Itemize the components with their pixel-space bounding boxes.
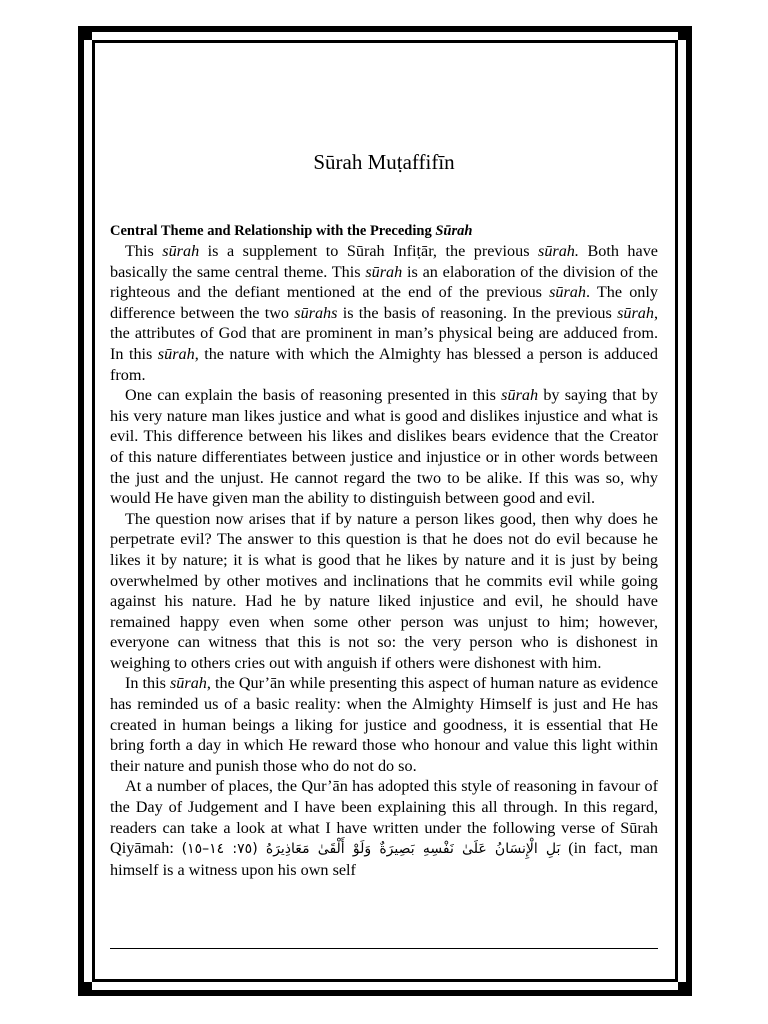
italic-term: sūrah. — [538, 242, 579, 260]
italic-term: sūrah — [162, 242, 200, 260]
italic-term: sūrah — [549, 283, 586, 302]
italic-term: sūrah — [365, 262, 403, 281]
text-run: , the Qur’ān while presenting this aspect of human nature as evidence has reminded us of a basic reality: when the Almighty Himself is just and He has created in human beings a liking for justice and goodness, it is essential that He bring forth a day in which He reward those who honour and value this light within their nature and punish those who do not do so. — [110, 674, 659, 775]
border-corner-top-right — [678, 26, 692, 40]
paragraph-2 — [110, 385, 658, 509]
text-run: . The only difference between the two — [110, 283, 658, 322]
body-text — [110, 241, 658, 880]
text-run: (in fact, man himself is a witness upon his own self — [110, 839, 659, 879]
paragraph-3 — [110, 509, 658, 674]
text-run: This — [125, 242, 163, 260]
border-corner-bottom-left — [78, 982, 92, 996]
text-run: One can explain the basis of reasoning presented in this — [125, 386, 502, 405]
italic-term: sūrah — [170, 674, 207, 693]
text-run: by saying that by his very nature man likes justice and what is good and dislikes injustice and what is evil. This difference between his likes and dislikes bears evidence that the Creator of this nature differentiates between justice and injustice or in other words between the just and the unjust. He cannot regard the two to be alike. If this was so, why would He have given man the ability to distinguish between good and evil. — [110, 386, 658, 508]
text-run: In this — [125, 674, 170, 693]
text-run: Both have basically the same central theme. This — [110, 242, 658, 281]
text-run: , the nature with which the Almighty has blessed a person is adduced from. — [110, 344, 659, 384]
text-run: is an elaboration of the division of the righteous and the defiant mentioned at the end of the previous — [110, 262, 658, 302]
section-heading — [110, 221, 658, 241]
paragraph-4 — [110, 673, 658, 776]
text-run: is a supplement to Sūrah Infiṭār, the previous — [199, 242, 539, 260]
border-corner-bottom-right — [678, 982, 692, 996]
paragraph-5 — [110, 776, 658, 880]
text-run: At a number of places, the Qur’ān has adopted this style of reasoning in favour of the Day of Judgement and I have been explaining this all through. In this regard, readers can take a look at what I have written under the following verse of Sūrah Qiyāmah: — [110, 777, 658, 858]
italic-term: sūrah — [617, 303, 654, 322]
text-run: The question now arises that if by nature a person likes good, then why does he perpetrate evil? The answer to this question is that he does not do evil because he likes it by nature; it is what is good that he likes by nature and it is just by being overwhelmed by other motives and inclinations that he commits evil while going against his nature. Had he by nature liked injustice and evil, he should have remained happy even when some other person was unjust to him; however, everyone can witness that this is not so: the very person who is dishonest in weighing to others cries out with anguish if others were dishonest with him. — [110, 509, 658, 672]
section-heading-text: Central Theme and Relationship with the Preceding — [110, 223, 436, 239]
text-run: is the basis of reasoning. In the previous — [337, 303, 618, 322]
text-run: , the attributes of God that are prominent in man’s physical being are adduced from. In this — [110, 303, 658, 363]
bottom-rule — [110, 948, 658, 949]
paragraph-1 — [110, 241, 658, 385]
page-content — [110, 150, 658, 880]
arabic-verse: بَلِ الْإِنسَانُ عَلَىٰ نَفْسِهِ بَصِيرَةٌ وَلَوْ أَلْقَىٰ مَعَاذِيرَهُ (٧٥: ١٤–١٥) — [181, 841, 561, 858]
border-corner-top-left — [78, 26, 92, 40]
section-heading-emphasis: Sūrah — [435, 223, 473, 239]
page-title: Sūrah Muṭaffifīn — [313, 150, 455, 174]
italic-term: sūrah — [157, 344, 195, 363]
italic-term: sūrah — [501, 386, 539, 405]
italic-term: sūrahs — [294, 303, 338, 322]
